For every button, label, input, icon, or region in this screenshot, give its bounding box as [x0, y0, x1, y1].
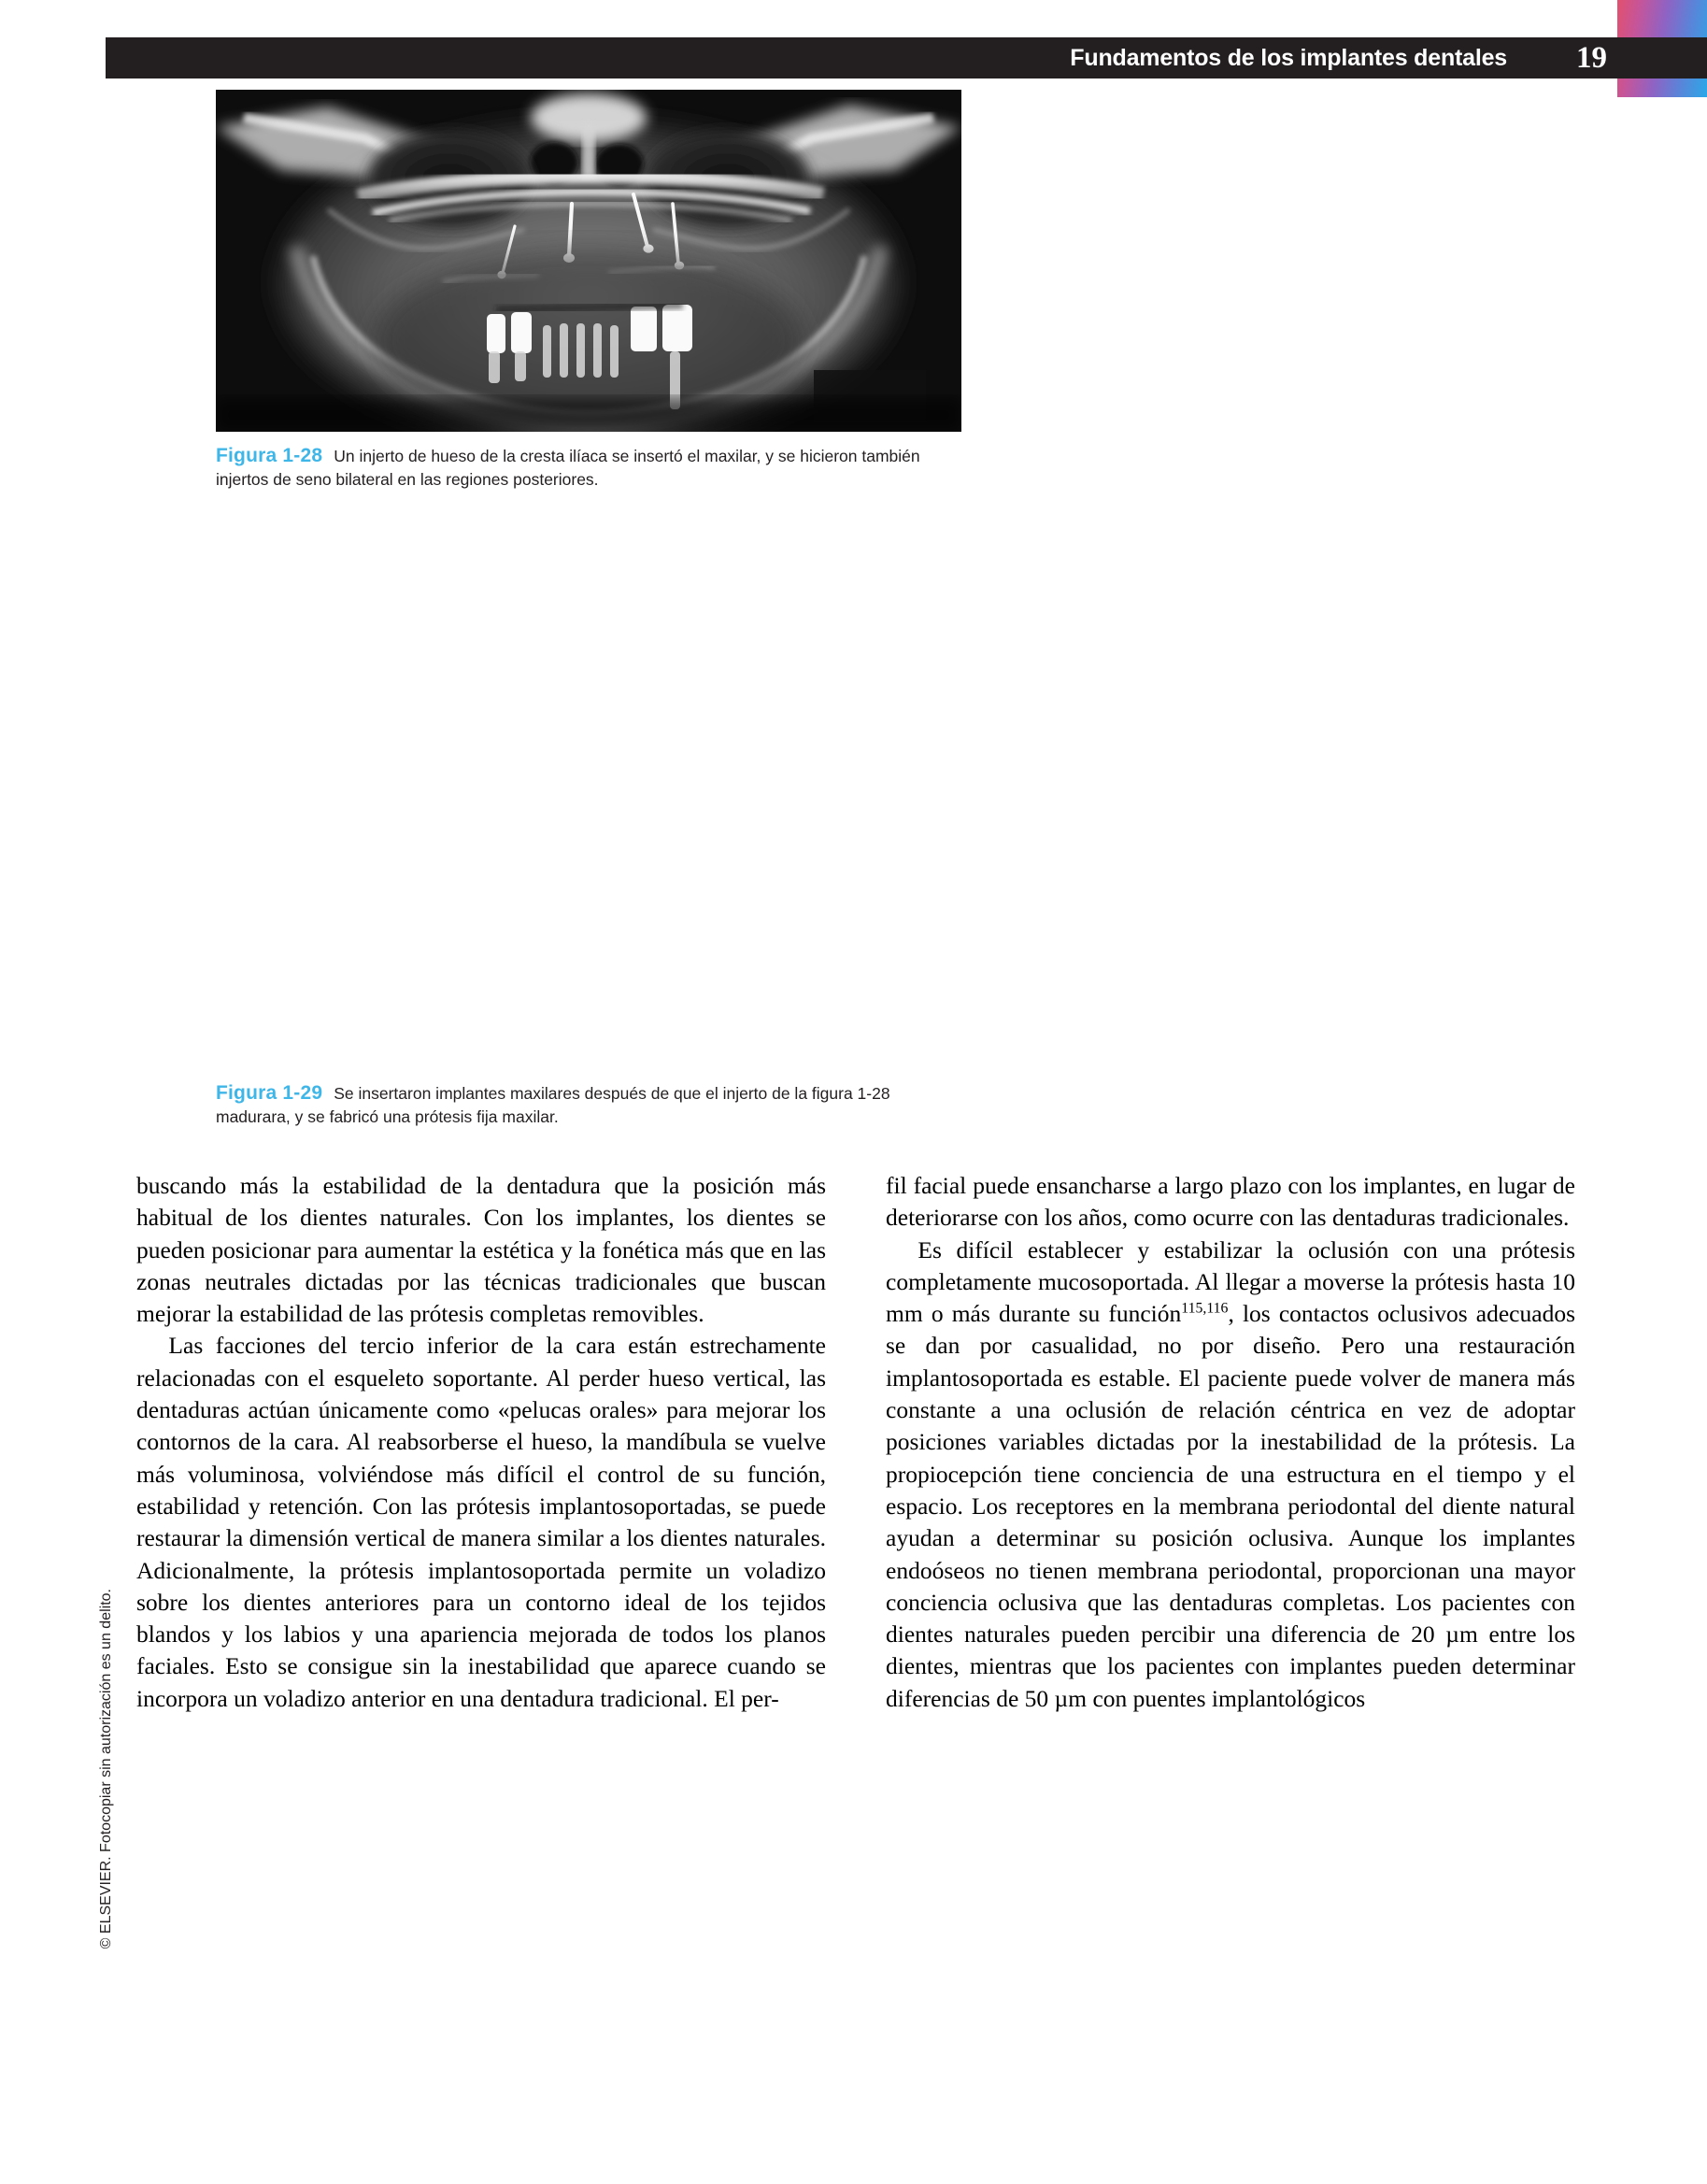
figure-1-28-caption-text: Un injerto de hueso de la cresta ilíaca se insertó el maxilar, y se hicieron también injertos de seno bilateral en las regiones posteriores. — [216, 447, 920, 489]
reference-superscript: 115,116 — [1181, 1300, 1229, 1317]
figure-1-29-caption — [216, 1080, 963, 1128]
figure-1-29 — [216, 523, 1468, 1065]
right-text-column — [886, 1170, 1575, 1715]
running-head-bar — [106, 37, 1707, 79]
paragraph: fil facial puede ensancharse a largo plazo con los implantes, en lugar de deteriorarse con los años, como ocurre con las dentaduras tradicionales. — [886, 1172, 1575, 1232]
figure-1-29-caption-text: Se insertaron implantes maxilares después de que el injerto de la figura 1-28 madurara, y se fabricó una prótesis fija maxilar. — [216, 1084, 890, 1126]
figure-1-28-caption — [216, 443, 963, 491]
paragraph: buscando más la estabilidad de la dentadura que la posición más habitual de los dientes naturales. Con los implantes, los dientes se pueden posicionar para aumentar la estética y la fonética más que en las zonas neutrales dictadas por las técnicas tradicionales que buscan mejorar la estabilidad de las prótesis completas removibles. — [136, 1172, 826, 1328]
figure-1-28-label: Figura 1-28 — [216, 445, 323, 466]
paragraph: Las facciones del tercio inferior de la cara están estrechamente relacionadas con el esqueleto soportante. Al perder hueso vertical, las dentaduras actúan únicamente como «pelucas orales» para mejorar los contornos de la cara. Al reabsorberse el hueso, la mandíbula se vuelve más voluminosa, volviéndose más difícil el control de su función, estabilidad y retención. Con las prótesis implantosoportadas, se puede restaurar la dimensión vertical de manera similar a los dientes naturales. Adicionalmente, la prótesis implantosoportada permite un voladizo sobre los dientes anteriores para un contorno ideal de los tejidos blandos y los labios y una apariencia mejorada de todos los planos faciales. Esto se consigue sin la inestabilidad que aparece cuando se incorpora un voladizo anterior en una dentadura tradicional. El per- — [136, 1332, 826, 1712]
paragraph-text-after-reference: , los contactos oclusivos adecuados se dan por casualidad, no por diseño. Pero una restauración implantosoportada es estable. El paciente puede volver de manera más constante a una oclusión de relación céntrica en vez de adoptar posiciones variables dictadas por la inestabilidad de la prótesis. La propiocepción tiene conciencia de una estructura en el tiempo y el espacio. Los receptores en la membrana periodontal del diente natural ayudan a determinar su posición oclusiva. Aunque los implantes endoóseos no tienen membrana periodontal, proporcionan una mayor conciencia oclusiva que las dentaduras completas. Los pacientes con dientes naturales pueden percibir una diferencia de 20 µm entre los dientes, mientras que los pacientes con implantes pueden determinar diferencias de 50 µm con puentes implantológicos — [886, 1300, 1575, 1712]
page-number: 19 — [1576, 40, 1607, 75]
figure-1-29-label: Figura 1-29 — [216, 1082, 323, 1104]
page-title: Fundamentos de los implantes dentales — [1070, 44, 1507, 71]
panoramic-radiograph-image — [216, 90, 961, 432]
figure-1-28 — [216, 90, 961, 432]
body-text — [136, 1170, 1575, 1715]
paragraph — [886, 1235, 1575, 1715]
paragraph-text-before-reference: Es difícil establecer y estabilizar la oclusión con una prótesis completamente mucosoportada. Al llegar a moverse la prótesis hasta 10 mm o más durante su función — [886, 1235, 1575, 1328]
thumb-tab-bar-overlap — [1617, 37, 1707, 79]
copyright-notice: © ELSEVIER. Fotocopiar sin autorización es un delito. — [98, 1589, 114, 1949]
left-text-column — [136, 1170, 826, 1715]
